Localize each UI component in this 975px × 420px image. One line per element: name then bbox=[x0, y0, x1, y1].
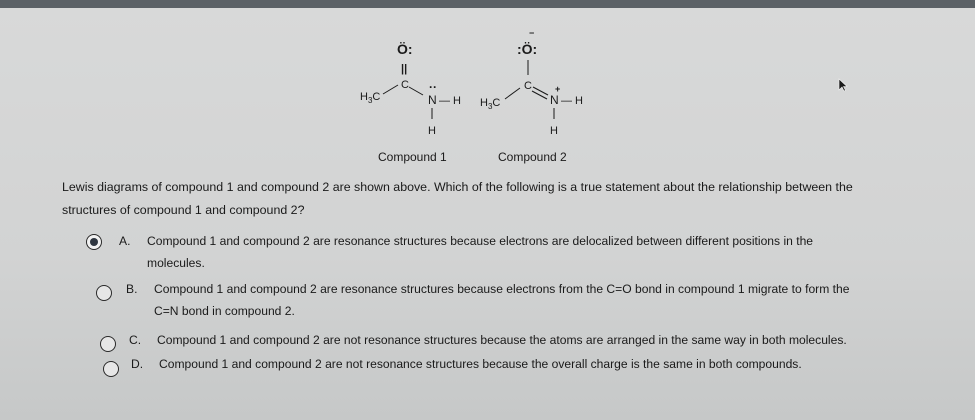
question-page bbox=[0, 8, 975, 420]
radio-selected-icon bbox=[90, 238, 98, 246]
compound-1-n-lone-pair: ·· bbox=[429, 80, 437, 94]
compound-1-double-bond: || bbox=[401, 63, 408, 75]
option-c-radio[interactable] bbox=[100, 336, 116, 352]
compound-2-n-charge: + bbox=[555, 84, 561, 94]
option-b-text-line1: Compound 1 and compound 2 are resonance structures because electrons from the C=O bond in compound 1 migrate to form the bbox=[154, 282, 850, 296]
methyl-c: C bbox=[372, 91, 381, 103]
compound-2-double-bond-1 bbox=[533, 87, 548, 95]
methyl-h: H bbox=[480, 97, 488, 109]
option-a-text-line1: Compound 1 and compound 2 are resonance structures because electrons are delocalized between different positions in the bbox=[147, 234, 814, 248]
option-b-letter: B. bbox=[126, 282, 138, 296]
option-c-text: Compound 1 and compound 2 are not resonance structures because the atoms are arranged in the same way in both molecules. bbox=[157, 333, 847, 347]
compound-1-oxygen: Ö: bbox=[397, 41, 413, 57]
compound-1-h-right: — H bbox=[439, 95, 461, 107]
compound-2-h-bottom: H bbox=[550, 125, 558, 137]
methyl-subscript: 3 bbox=[487, 102, 493, 111]
option-a-radio[interactable] bbox=[86, 234, 102, 250]
compound-1-structure bbox=[360, 41, 461, 137]
option-c[interactable] bbox=[129, 329, 889, 351]
option-b[interactable] bbox=[126, 278, 886, 322]
option-a-text-line2: molecules. bbox=[147, 256, 205, 270]
mouse-pointer-icon bbox=[838, 78, 848, 92]
option-a[interactable] bbox=[119, 230, 879, 274]
option-a-letter: A. bbox=[119, 234, 131, 248]
compound-1-methyl bbox=[360, 91, 380, 105]
top-bar bbox=[0, 0, 975, 8]
compound-2-h-right: — H bbox=[561, 95, 583, 107]
compound-2-bond-methyl-c bbox=[505, 88, 520, 99]
compound-1-bond-methyl-c bbox=[383, 85, 398, 94]
methyl-subscript: 3 bbox=[367, 96, 373, 105]
methyl-h: H bbox=[360, 91, 368, 103]
compound-2-nitrogen: N bbox=[550, 93, 559, 107]
compound-2-structure bbox=[480, 28, 583, 137]
option-d-radio[interactable] bbox=[103, 361, 119, 377]
question-text: Lewis diagrams of compound 1 and compound 2 are shown above. Which of the following is a true statement about the relationship between the structures of compound 1 and compound 2? bbox=[62, 180, 853, 217]
compound-1-h-bottom: H bbox=[428, 125, 436, 137]
compound-1-carbon: C bbox=[401, 79, 409, 91]
option-d[interactable] bbox=[131, 353, 891, 375]
option-b-text-line2: C=N bond in compound 2. bbox=[154, 304, 295, 318]
compound-1-nitrogen: N bbox=[428, 93, 437, 107]
lewis-diagrams bbox=[0, 8, 975, 178]
compound-1-bond-c-n bbox=[409, 87, 423, 95]
option-d-letter: D. bbox=[131, 357, 144, 371]
compound-2-methyl bbox=[480, 97, 500, 111]
option-b-radio[interactable] bbox=[96, 285, 112, 301]
compound-2-label: Compound 2 bbox=[498, 150, 567, 164]
compound-1-label: Compound 1 bbox=[378, 150, 447, 164]
option-c-letter: C. bbox=[129, 333, 142, 347]
compound-2-double-bond-2 bbox=[532, 91, 547, 99]
compound-2-oxygen: :Ö: bbox=[517, 41, 538, 57]
compound-2-carbon: C bbox=[524, 80, 532, 92]
methyl-c: C bbox=[492, 97, 501, 109]
option-d-text: Compound 1 and compound 2 are not resonance structures because the overall charge is the same in both compounds. bbox=[159, 357, 802, 371]
compound-2-oxygen-charge: − bbox=[529, 28, 535, 38]
